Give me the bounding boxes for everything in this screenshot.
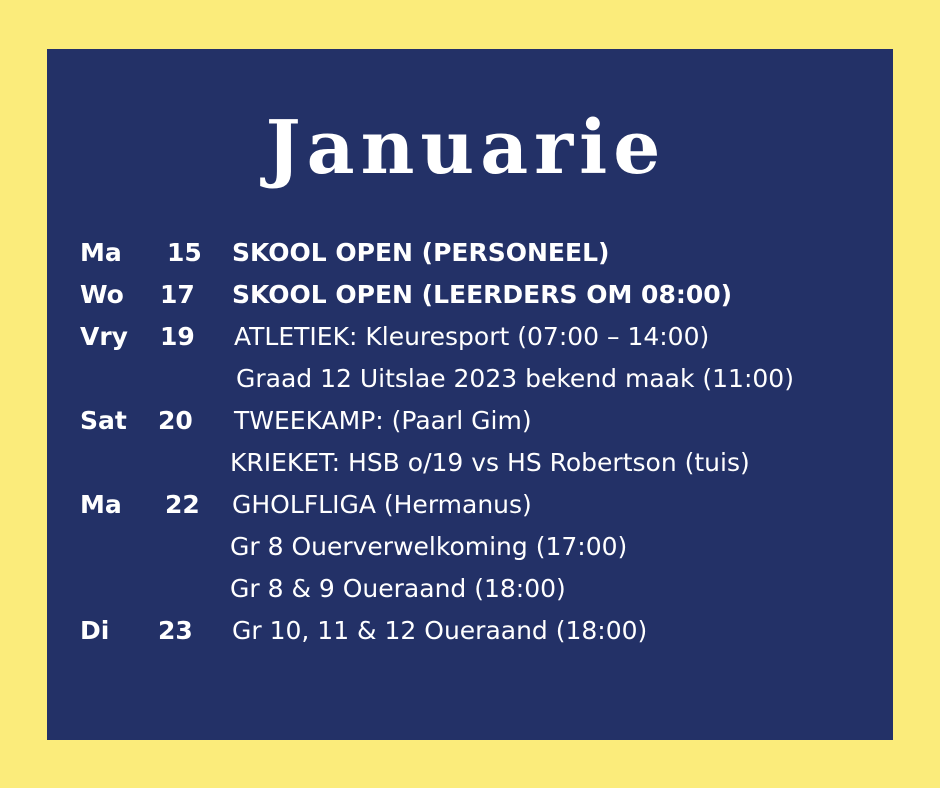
event-date: 23 (158, 616, 193, 645)
calendar-panel (47, 49, 893, 740)
event-day: Vry (80, 322, 128, 351)
event-day: Ma (80, 238, 122, 267)
event-row (47, 443, 893, 483)
event-row (47, 359, 893, 399)
event-date: 20 (158, 406, 193, 435)
month-title: Januarie (265, 105, 667, 191)
event-text: TWEEKAMP: (Paarl Gim) (234, 406, 532, 435)
event-row (47, 569, 893, 609)
event-row (47, 275, 893, 315)
event-text: Gr 10, 11 & 12 Oueraand (18:00) (232, 616, 648, 645)
event-day: Sat (80, 406, 127, 435)
event-text: Gr 8 Ouerverwelkoming (17:00) (230, 532, 628, 561)
event-row (47, 401, 893, 441)
event-text: KRIEKET: HSB o/19 vs HS Robertson (tuis) (230, 448, 750, 477)
event-row (47, 317, 893, 357)
event-text: GHOLFLIGA (Hermanus) (232, 490, 532, 519)
event-row (47, 527, 893, 567)
event-text: SKOOL OPEN (PERSONEEL) (232, 238, 610, 267)
event-day: Di (80, 616, 110, 645)
event-text: ATLETIEK: Kleuresport (07:00 – 14:00) (234, 322, 710, 351)
event-day: Ma (80, 490, 122, 519)
event-date: 15 (167, 238, 202, 267)
event-text: SKOOL OPEN (LEERDERS OM 08:00) (232, 280, 733, 309)
event-row (47, 485, 893, 525)
event-row (47, 233, 893, 273)
event-date: 17 (160, 280, 195, 309)
event-date: 19 (160, 322, 195, 351)
event-date: 22 (165, 490, 200, 519)
event-text: Graad 12 Uitslae 2023 bekend maak (11:00) (236, 364, 794, 393)
event-text: Gr 8 & 9 Oueraand (18:00) (230, 574, 566, 603)
event-row (47, 611, 893, 651)
event-day: Wo (80, 280, 124, 309)
